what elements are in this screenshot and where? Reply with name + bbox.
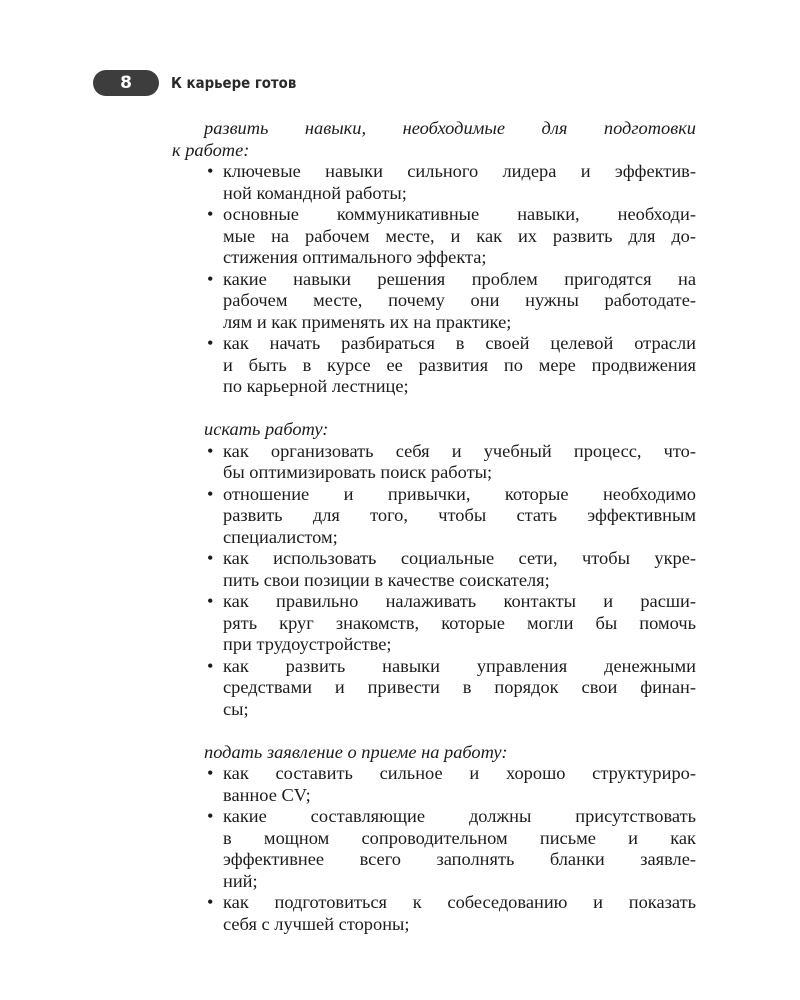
bullet-icon: • [207, 440, 214, 461]
list-item [172, 806, 696, 892]
page-header [93, 70, 317, 96]
list-item-line: средствами и привести в порядок свои финан- [223, 677, 696, 697]
section-heading-line: к работе: [172, 139, 250, 160]
list-item [172, 484, 696, 549]
list-item-line: какие составляющие должны присутствовать [223, 806, 696, 826]
list-item [172, 548, 696, 591]
bullet-list [172, 441, 696, 721]
list-item-line: как начать разбираться в своей целевой отрасли [223, 333, 696, 353]
bullet-icon: • [207, 591, 214, 611]
list-item [172, 763, 696, 806]
list-item-line: ключевые навыки сильного лидера и эффектив- [223, 161, 696, 181]
page-body [172, 118, 696, 935]
list-item-line: рять круг знакомств, которые могли бы помочь [223, 612, 696, 633]
list-item-line: рабочем месте, почему они нужны работодате- [223, 290, 696, 310]
bullet-icon: • [207, 892, 214, 912]
list-item-line: развить для того, чтобы стать эффективным [223, 505, 696, 525]
section-block [172, 419, 696, 720]
section-heading-line: искать работу: [204, 419, 329, 439]
list-item-line: ванное CV; [223, 784, 311, 805]
running-title: К карьере готов [171, 74, 297, 92]
list-item [172, 441, 696, 484]
list-item [172, 591, 696, 656]
section-heading [172, 118, 696, 161]
bullet-icon: • [207, 483, 214, 504]
list-item-line: как правильно налаживать контакты и расши- [223, 591, 696, 611]
bullet-icon: • [207, 268, 214, 289]
list-item-line: сы; [223, 698, 249, 719]
list-item-line: при трудоустройстве; [223, 634, 392, 654]
list-item-line: стижения оптимального эффекта; [223, 247, 487, 267]
list-item-line: пить свои позиции в качестве соискателя; [223, 569, 550, 590]
list-item-line: лям и как применять их на практике; [223, 311, 512, 332]
bullet-icon: • [207, 204, 214, 224]
bullet-icon: • [207, 548, 214, 568]
section-block [172, 742, 696, 936]
section-heading-line: подать заявление о приеме на работу: [204, 741, 508, 762]
list-item-line: и быть в курсе ее развития по мере продвижения [223, 354, 696, 375]
list-item-line: мые на рабочем месте, и как их развить для до- [223, 225, 696, 246]
list-item-line: отношение и привычки, которые необходимо [223, 483, 696, 504]
list-item-line: как организовать себя и учебный процесс, что- [223, 440, 696, 461]
section-heading-line: развить навыки, необходимые для подготовки [204, 118, 696, 138]
list-item [172, 333, 696, 398]
list-item-line: ний; [223, 870, 258, 891]
bullet-icon: • [207, 333, 214, 353]
list-item [172, 892, 696, 935]
bullet-list [172, 161, 696, 398]
list-item-line: как подготовиться к собеседованию и показать [223, 892, 696, 912]
list-item-line: по карьерной лестнице; [223, 376, 409, 396]
section-block [172, 118, 696, 398]
list-item-line: как развить навыки управления денежными [223, 655, 696, 676]
bullet-icon: • [207, 763, 214, 783]
list-item [172, 161, 696, 204]
bullet-list [172, 763, 696, 935]
list-item-line: какие навыки решения проблем пригодятся на [223, 268, 696, 289]
list-item [172, 656, 696, 721]
list-item-line: эффективнее всего заполнять бланки заявле- [223, 849, 696, 869]
list-item [172, 204, 696, 269]
bullet-icon: • [207, 806, 214, 826]
list-item [172, 269, 696, 334]
list-item-line: себя с лучшей стороны; [223, 913, 410, 934]
bullet-icon: • [207, 161, 214, 181]
list-item-line: ной командной работы; [223, 182, 407, 203]
section-heading [172, 419, 696, 441]
list-item-line: как использовать социальные сети, чтобы укре- [223, 548, 696, 568]
section-heading [172, 742, 696, 764]
bullet-icon: • [207, 655, 214, 676]
list-item-line: основные коммуникативные навыки, необходи- [223, 204, 696, 224]
list-item-line: бы оптимизировать поиск работы; [223, 462, 493, 482]
list-item-line: как составить сильное и хорошо структуриро- [223, 763, 696, 783]
list-item-line: в мощном сопроводительном письме и как [223, 827, 696, 848]
page-number-badge: 8 [93, 70, 159, 96]
list-item-line: специалистом; [223, 526, 338, 547]
